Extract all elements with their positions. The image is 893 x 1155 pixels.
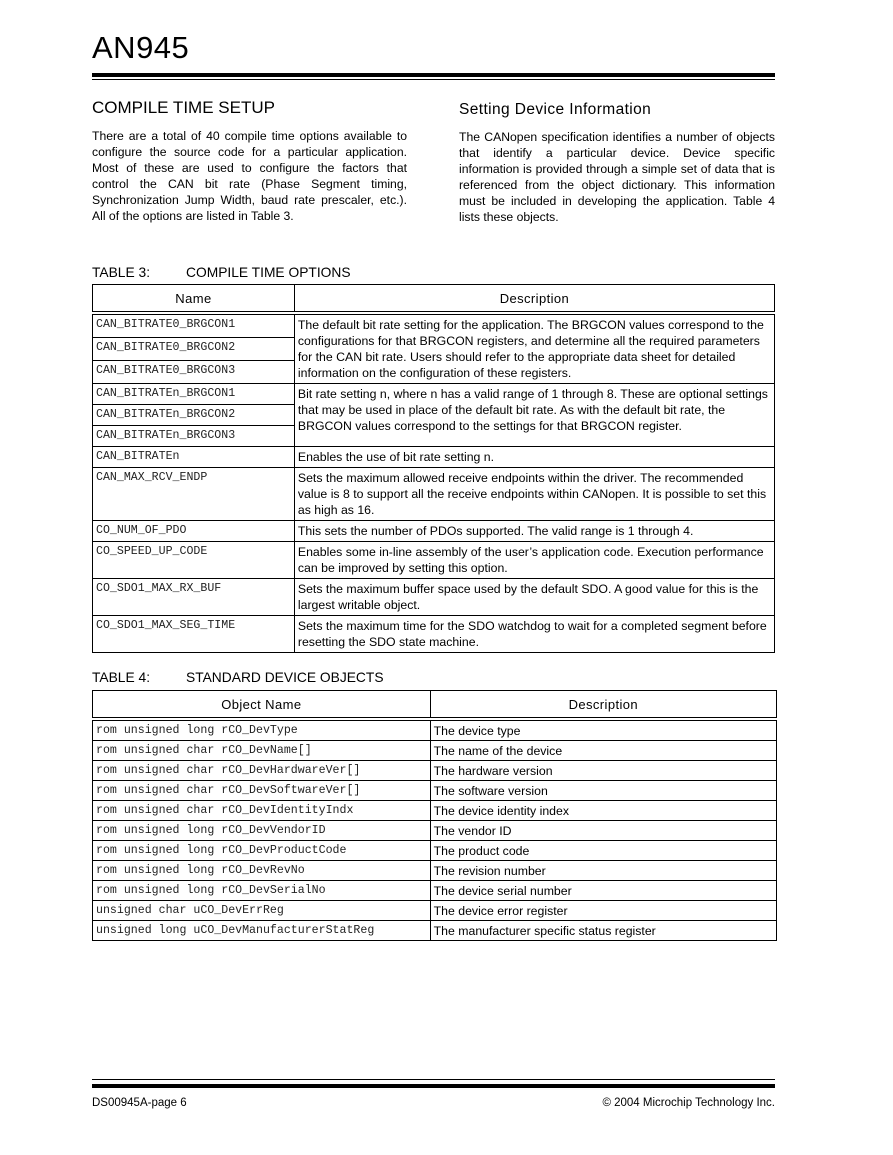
object-description: The device serial number bbox=[430, 881, 776, 901]
option-description: Enables some in-line assembly of the user’s application code. Execution performance can be improved by setting this option. bbox=[294, 542, 774, 579]
table3-caption bbox=[92, 265, 351, 280]
right-column bbox=[459, 98, 775, 225]
object-description: The hardware version bbox=[430, 761, 776, 781]
option-description: The default bit rate setting for the application. The BRGCON values correspond to the configurations for that BRGCON registers, and determine all the required parameters for the CAN bit rate. Users should refer to the appropriate data sheet for detailed information on the configuration of these registers. bbox=[294, 313, 774, 384]
object-name: rom unsigned char rCO_DevSoftwareVer[] bbox=[93, 781, 431, 801]
table-row bbox=[93, 801, 777, 821]
object-name: rom unsigned long rCO_DevSerialNo bbox=[93, 881, 431, 901]
option-description: Sets the maximum buffer space used by the default SDO. A good value for this is the largest writable object. bbox=[294, 579, 774, 616]
object-description: The device identity index bbox=[430, 801, 776, 821]
table-row bbox=[93, 447, 775, 468]
table3-number: TABLE 3: bbox=[92, 265, 151, 280]
option-description: Sets the maximum time for the SDO watchdog to wait for a completed segment before resetting the SDO state machine. bbox=[294, 616, 774, 653]
option-name: CAN_BITRATEn bbox=[93, 447, 295, 468]
object-description: The device type bbox=[430, 719, 776, 741]
object-name: rom unsigned long rCO_DevType bbox=[93, 719, 431, 741]
header-rule-thick bbox=[92, 73, 775, 77]
table-row bbox=[93, 881, 777, 901]
left-column bbox=[92, 98, 407, 224]
table-row bbox=[93, 616, 775, 653]
object-name: rom unsigned long rCO_DevProductCode bbox=[93, 841, 431, 861]
table-header-row bbox=[93, 285, 775, 314]
table-row bbox=[93, 719, 777, 741]
section-heading: COMPILE TIME SETUP bbox=[92, 98, 275, 117]
object-description: The manufacturer specific status register bbox=[430, 921, 776, 941]
footer-page-number: DS00945A-page 6 bbox=[92, 1097, 187, 1109]
table-row bbox=[93, 781, 777, 801]
table4-caption bbox=[92, 670, 384, 685]
table4-number: TABLE 4: bbox=[92, 670, 151, 685]
table-row bbox=[93, 313, 775, 338]
option-name: CAN_BITRATE0_BRGCON1 bbox=[93, 313, 295, 338]
footer-rule-thin bbox=[92, 1079, 775, 1080]
object-name: rom unsigned long rCO_DevRevNo bbox=[93, 861, 431, 881]
object-name: unsigned long uCO_DevManufacturerStatReg bbox=[93, 921, 431, 941]
table-row bbox=[93, 841, 777, 861]
column-header-description: Description bbox=[294, 285, 774, 314]
option-description: Bit rate setting n, where n has a valid range of 1 through 8. These are optional settings that may be used in place of the default bit rate. As with the default bit rate, the BRGCON values correspond to the settings for that BRGCON register. bbox=[294, 384, 774, 447]
footer-rule-thick bbox=[92, 1084, 775, 1088]
column-header-name: Name bbox=[93, 285, 295, 314]
option-name: CO_NUM_OF_PDO bbox=[93, 521, 295, 542]
table-row bbox=[93, 384, 775, 405]
table-row bbox=[93, 921, 777, 941]
option-description: This sets the number of PDOs supported. The valid range is 1 through 4. bbox=[294, 521, 774, 542]
option-name: CO_SPEED_UP_CODE bbox=[93, 542, 295, 579]
option-name: CO_SDO1_MAX_SEG_TIME bbox=[93, 616, 295, 653]
object-description: The revision number bbox=[430, 861, 776, 881]
option-name: CO_SDO1_MAX_RX_BUF bbox=[93, 579, 295, 616]
option-description: Sets the maximum allowed receive endpoints within the driver. The recommended value is 8 to support all the receive endpoints within CANopen. It is possible to set this as high as 16. bbox=[294, 468, 774, 521]
table-row bbox=[93, 542, 775, 579]
object-description: The software version bbox=[430, 781, 776, 801]
option-name: CAN_BITRATE0_BRGCON2 bbox=[93, 338, 295, 361]
option-name: CAN_BITRATEn_BRGCON1 bbox=[93, 384, 295, 405]
table-row bbox=[93, 901, 777, 921]
table-header-row bbox=[93, 691, 777, 720]
object-description: The name of the device bbox=[430, 741, 776, 761]
object-name: rom unsigned char rCO_DevIdentityIndx bbox=[93, 801, 431, 821]
object-name: unsigned char uCO_DevErrReg bbox=[93, 901, 431, 921]
object-name: rom unsigned char rCO_DevName[] bbox=[93, 741, 431, 761]
column-header-object-name: Object Name bbox=[93, 691, 431, 720]
table-row bbox=[93, 821, 777, 841]
table-row bbox=[93, 761, 777, 781]
object-name: rom unsigned char rCO_DevHardwareVer[] bbox=[93, 761, 431, 781]
compile-time-options-table bbox=[92, 284, 775, 653]
subsection-heading: Setting Device Information bbox=[459, 101, 652, 118]
footer-copyright: © 2004 Microchip Technology Inc. bbox=[602, 1097, 775, 1109]
table-row bbox=[93, 741, 777, 761]
table-row bbox=[93, 579, 775, 616]
option-name: CAN_BITRATEn_BRGCON2 bbox=[93, 405, 295, 426]
header-rule-thin bbox=[92, 79, 775, 80]
page-header-title: AN945 bbox=[92, 30, 190, 65]
standard-device-objects-table bbox=[92, 690, 777, 941]
table-row bbox=[93, 521, 775, 542]
option-name: CAN_BITRATE0_BRGCON3 bbox=[93, 361, 295, 384]
column-header-description: Description bbox=[430, 691, 776, 720]
object-description: The vendor ID bbox=[430, 821, 776, 841]
option-description: Enables the use of bit rate setting n. bbox=[294, 447, 774, 468]
table-row bbox=[93, 468, 775, 521]
option-name: CAN_MAX_RCV_ENDP bbox=[93, 468, 295, 521]
section-paragraph: There are a total of 40 compile time options available to configure the source code for a particular application. Most of these are used to configure the factors that control the CAN bit rate (Phase Segment timing, Synchronization Jump Width, baud rate prescaler, etc.). All of the options are listed in Table 3. bbox=[92, 129, 407, 223]
object-description: The device error register bbox=[430, 901, 776, 921]
table4-title: STANDARD DEVICE OBJECTS bbox=[186, 670, 384, 685]
subsection-paragraph: The CANopen specification identifies a number of objects that identify a particular device. Device specific information is provided through a simple set of data that is referenced from the object dictionary. This information must be included in developing the application. Table 4 lists these objects. bbox=[459, 130, 775, 224]
object-description: The product code bbox=[430, 841, 776, 861]
table-row bbox=[93, 861, 777, 881]
option-name: CAN_BITRATEn_BRGCON3 bbox=[93, 426, 295, 447]
object-name: rom unsigned long rCO_DevVendorID bbox=[93, 821, 431, 841]
table3-title: COMPILE TIME OPTIONS bbox=[186, 265, 351, 280]
